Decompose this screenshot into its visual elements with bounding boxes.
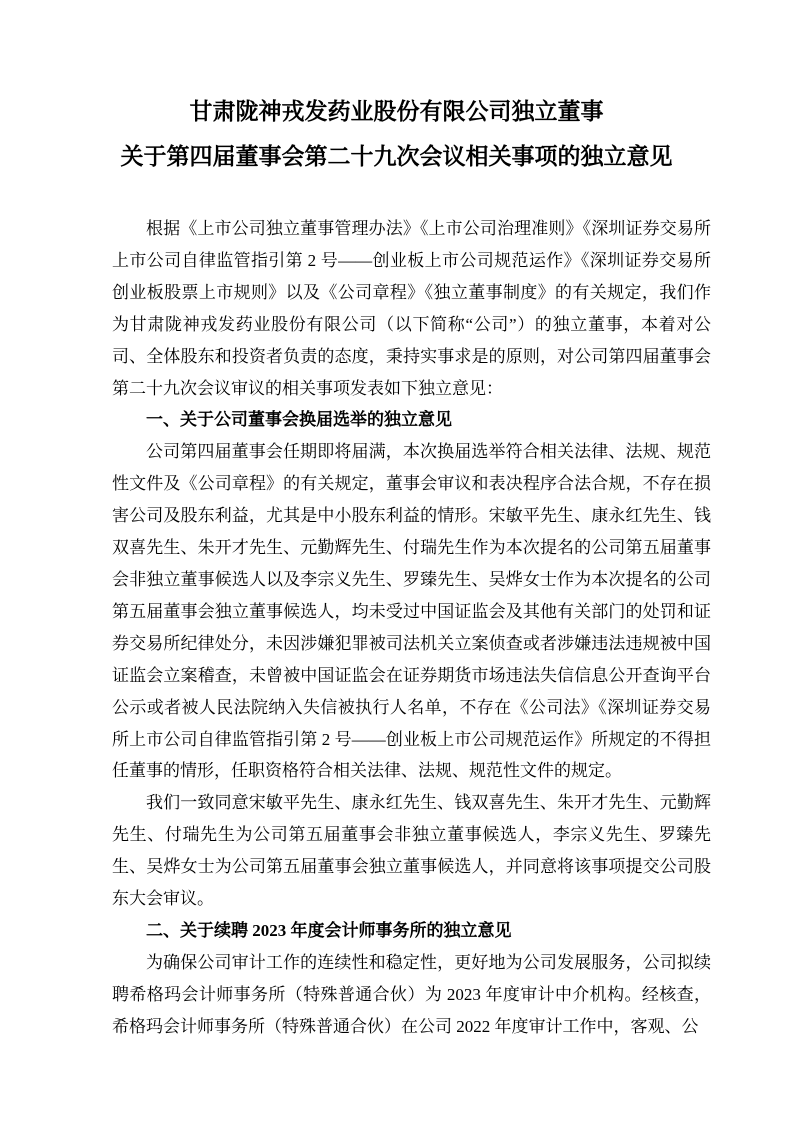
section-2-body-paragraph: 为确保公司审计工作的连续性和稳定性，更好地为公司发展服务，公司拟续聘希格玛会计师事务所（特殊普通合伙）为 2023 年度审计中介机构。经核查，希格玛会计师事务所（特殊普通合伙）在公司 2022 年度审计工作中，客观、公 bbox=[112, 952, 711, 1036]
doc-title-line-2: 关于第四届董事会第二十九次会议相关事项的独立意见 bbox=[120, 144, 673, 169]
section-1-heading: 一、关于公司董事会换届选举的独立意见 bbox=[146, 410, 452, 430]
document-title bbox=[0, 0, 793, 179]
section-2-heading: 二、关于续聘 2023 年度会计师事务所的独立意见 bbox=[146, 920, 512, 940]
section-1-conclusion-paragraph: 我们一致同意宋敏平先生、康永红先生、钱双喜先生、朱开才先生、元勤辉先生、付瑞先生为公司第五届董事会非独立董事候选人，李宗义先生、罗臻先生、吴烨女士为公司第五届董事会独立董事候选人，并同意将该事项提交公司股东大会审议。 bbox=[112, 793, 711, 909]
doc-title-line-1: 甘肃陇神戎发药业股份有限公司独立董事 bbox=[189, 99, 604, 124]
intro-paragraph: 根据《上市公司独立董事管理办法》《上市公司治理准则》《深圳证券交易所上市公司自律监管指引第 2 号——创业板上市公司规范运作》《深圳证券交易所创业板股票上市规则》以及《公司章程》《独立董事制度》的有关规定，我们作为甘肃陇神戎发药业股份有限公司（以下简称“公司”）的独立董事，本着对公司、全体股东和投资者负责的态度，秉持实事求是的原则，对公司第四届董事会第二十九次会议审议的相关事项发表如下独立意见： bbox=[112, 219, 711, 398]
document-body bbox=[112, 213, 711, 1043]
section-1-body-paragraph: 公司第四届董事会任期即将届满，本次换届选举符合相关法律、法规、规范性文件及《公司章程》的有关规定，董事会审议和表决程序合法合规，不存在损害公司及股东利益，尤其是中小股东利益的情形。宋敏平先生、康永红先生、钱双喜先生、朱开才先生、元勤辉先生、付瑞先生作为本次提名的公司第五届董事会非独立董事候选人以及李宗义先生、罗臻先生、吴烨女士作为本次提名的公司第五届董事会独立董事候选人，均未受过中国证监会及其他有关部门的处罚和证券交易所纪律处分，未因涉嫌犯罪被司法机关立案侦查或者涉嫌违法违规被中国证监会立案稽查，未曾被中国证监会在证券期货市场违法失信信息公开查询平台公示或者被人民法院纳入失信被执行人名单，不存在《公司法》《深圳证券交易所上市公司自律监管指引第 2 号——创业板上市公司规范运作》所规定的不得担任董事的情形，任职资格符合相关法律、法规、规范性文件的规定。 bbox=[112, 442, 711, 781]
